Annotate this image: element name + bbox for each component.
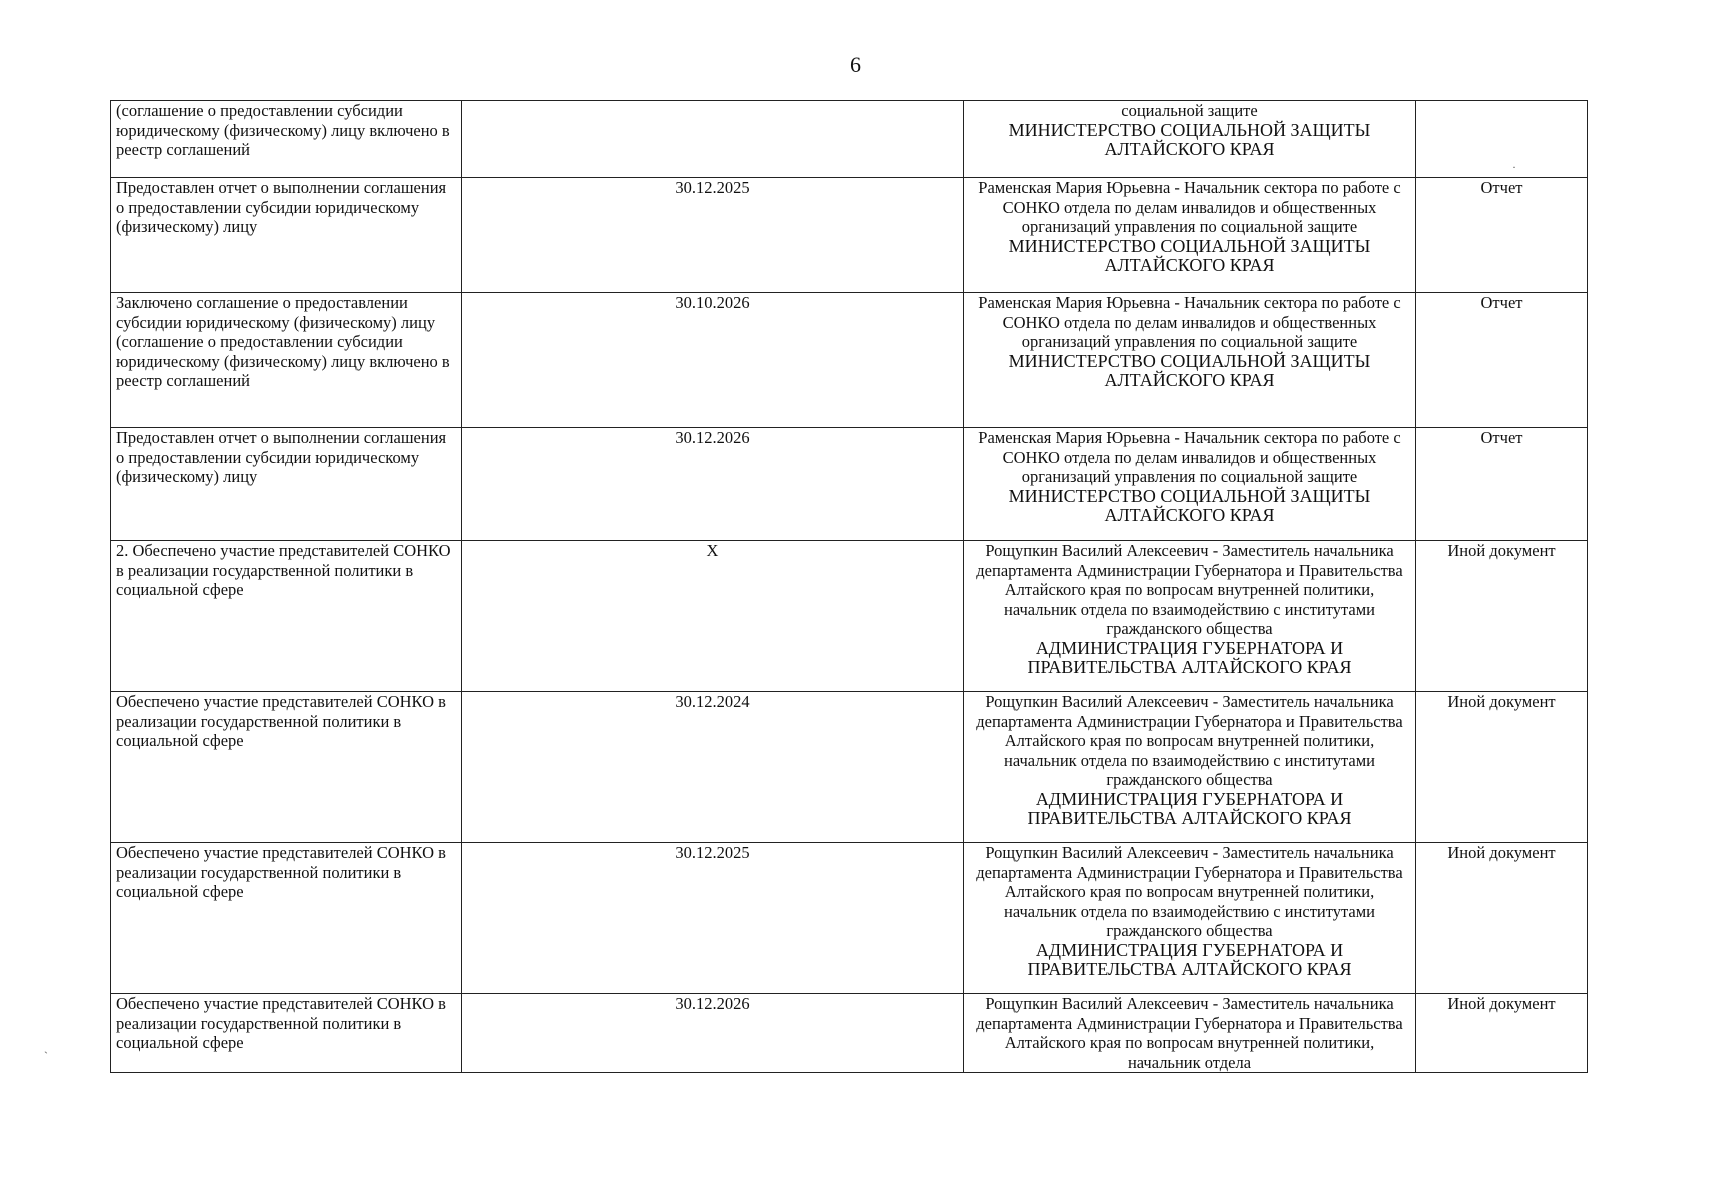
event-cell: Обеспечено участие представителей СОНКО в реализации государственной политики в социальной сфере [111,692,462,843]
responsible-cell [964,101,1416,178]
document-cell: Отчет [1416,293,1588,428]
event-cell: Предоставлен отчет о выполнении соглашения о предоставлении субсидии юридическому (физическому) лицу [111,428,462,541]
responsible-organization: МИНИСТЕРСТВО СОЦИАЛЬНОЙ ЗАЩИТЫ АЛТАЙСКОГО КРАЯ [1008,485,1371,525]
scan-speck: · [1512,160,1516,174]
responsible-organization: АДМИНИСТРАЦИЯ ГУБЕРНАТОРА И ПРАВИТЕЛЬСТВА АЛТАЙСКОГО КРАЯ [1027,939,1352,979]
date-cell: 30.12.2026 [462,994,964,1073]
table-row [111,428,1588,541]
event-cell: 2. Обеспечено участие представителей СОНКО в реализации государственной политики в социальной сфере [111,541,462,692]
table-row [111,541,1588,692]
date-cell: 30.10.2026 [462,293,964,428]
scan-speck: ˏ [44,1040,48,1054]
date-cell: 30.12.2025 [462,178,964,293]
event-cell: Обеспечено участие представителей СОНКО в реализации государственной политики в социальной сфере [111,994,462,1073]
responsible-organization: МИНИСТЕРСТВО СОЦИАЛЬНОЙ ЗАЩИТЫ АЛТАЙСКОГО КРАЯ [1008,119,1371,159]
responsible-person: Рощупкин Василий Алексеевич - Заместитель начальника департамента Администрации Губернатора и Правительства Алтайского края по вопросам внутренней политики, начальник отдела [976,994,1403,1072]
table-row [111,178,1588,293]
document-cell: Отчет [1416,428,1588,541]
document-cell: Отчет [1416,178,1588,293]
responsible-cell [964,843,1416,994]
responsible-cell [964,178,1416,293]
responsible-cell [964,692,1416,843]
event-cell: Обеспечено участие представителей СОНКО в реализации государственной политики в социальной сфере [111,843,462,994]
responsible-organization: МИНИСТЕРСТВО СОЦИАЛЬНОЙ ЗАЩИТЫ АЛТАЙСКОГО КРАЯ [1008,235,1371,275]
date-cell: 30.12.2025 [462,843,964,994]
date-cell: 30.12.2026 [462,428,964,541]
table-row [111,994,1588,1073]
responsible-person: Раменская Мария Юрьевна - Начальник сектора по работе с СОНКО отдела по делам инвалидов и общественных организаций управления по социальной защите [978,178,1401,236]
plan-table [110,100,1588,1073]
document-cell: Иной документ [1416,994,1588,1073]
responsible-cell [964,428,1416,541]
event-cell: Заключено соглашение о предоставлении субсидии юридическому (физическому) лицу (соглашение о предоставлении субсидии юридическому (физическому) лицу включено в реестр соглашений [111,293,462,428]
table-row [111,843,1588,994]
date-cell: 30.12.2024 [462,692,964,843]
document-cell: Иной документ [1416,843,1588,994]
responsible-person: Рощупкин Василий Алексеевич - Заместитель начальника департамента Администрации Губернатора и Правительства Алтайского края по вопросам внутренней политики, начальник отдела по взаимодействию с институтами гражданского общества [976,692,1403,789]
responsible-cell [964,994,1416,1073]
event-cell: Предоставлен отчет о выполнении соглашения о предоставлении субсидии юридическому (физическому) лицу [111,178,462,293]
page-number: 6 [850,52,861,77]
document-cell: Иной документ [1416,692,1588,843]
document-cell: Иной документ [1416,541,1588,692]
date-cell: X [462,541,964,692]
table-row [111,101,1588,178]
responsible-person: Раменская Мария Юрьевна - Начальник сектора по работе с СОНКО отдела по делам инвалидов и общественных организаций управления по социальной защите [978,428,1401,486]
table-row [111,293,1588,428]
responsible-cell [964,541,1416,692]
responsible-person: Рощупкин Василий Алексеевич - Заместитель начальника департамента Администрации Губернатора и Правительства Алтайского края по вопросам внутренней политики, начальник отдела по взаимодействию с институтами гражданского общества [976,843,1403,940]
table-row [111,692,1588,843]
responsible-organization: МИНИСТЕРСТВО СОЦИАЛЬНОЙ ЗАЩИТЫ АЛТАЙСКОГО КРАЯ [1008,350,1371,390]
date-cell [462,101,964,178]
event-cell: (соглашение о предоставлении субсидии юридическому (физическому) лицу включено в реестр соглашений [111,101,462,178]
responsible-organization: АДМИНИСТРАЦИЯ ГУБЕРНАТОРА И ПРАВИТЕЛЬСТВА АЛТАЙСКОГО КРАЯ [1027,637,1352,677]
document-cell [1416,101,1588,178]
responsible-organization: АДМИНИСТРАЦИЯ ГУБЕРНАТОРА И ПРАВИТЕЛЬСТВА АЛТАЙСКОГО КРАЯ [1027,788,1352,828]
responsible-person: социальной защите [1121,101,1258,120]
responsible-cell [964,293,1416,428]
responsible-person: Рощупкин Василий Алексеевич - Заместитель начальника департамента Администрации Губернатора и Правительства Алтайского края по вопросам внутренней политики, начальник отдела по взаимодействию с институтами гражданского общества [976,541,1403,638]
responsible-person: Раменская Мария Юрьевна - Начальник сектора по работе с СОНКО отдела по делам инвалидов и общественных организаций управления по социальной защите [978,293,1401,351]
